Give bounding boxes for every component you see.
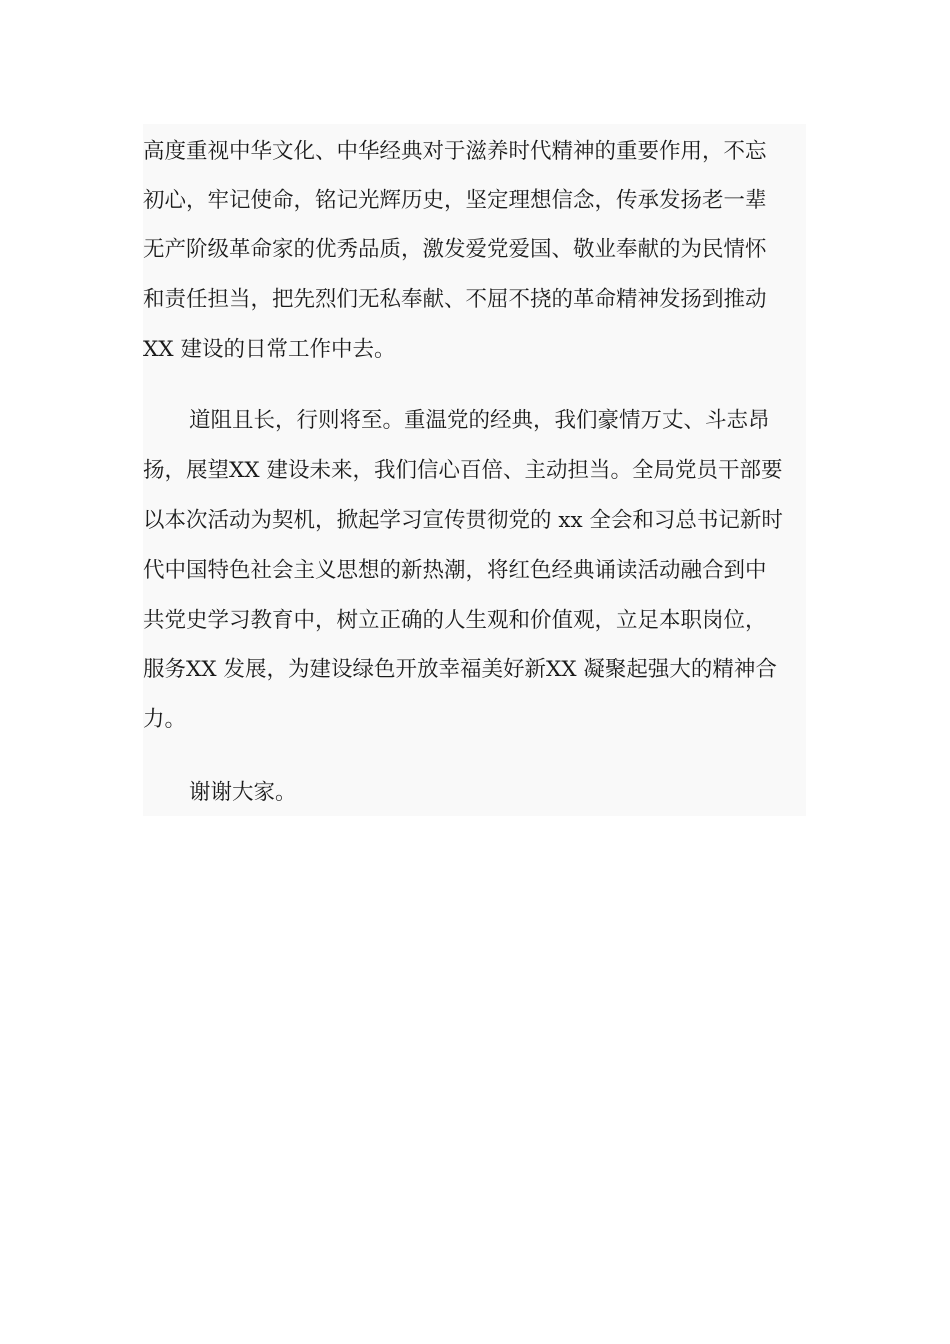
paragraph-2-line-6: 服务XX 发展，为建设绿色开放幸福美好新XX 凝聚起强大的精神合	[143, 657, 777, 682]
paragraph-3-line-1: 谢谢大家。	[189, 780, 297, 805]
paragraph-1-line-5: XX 建设的日常工作中去。	[143, 337, 396, 362]
paragraph-2-line-5: 共党史学习教育中，树立正确的人生观和价值观，立足本职岗位，	[143, 608, 767, 633]
paragraph-2-line-1: 道阻且长，行则将至。重温党的经典，我们豪情万丈、斗志昂	[189, 408, 770, 433]
paragraph-2-line-3: 以本次活动为契机，掀起学习宣传贯彻党的 xx 全会和习总书记新时	[143, 508, 783, 533]
paragraph-2-line-4: 代中国特色社会主义思想的新热潮，将红色经典诵读活动融合到中	[143, 558, 767, 583]
paragraph-1-line-4: 和责任担当，把先烈们无私奉献、不屈不挠的革命精神发扬到推动	[143, 287, 767, 312]
body-text-block	[143, 124, 806, 816]
paragraph-1-line-1: 高度重视中华文化、中华经典对于滋养时代精神的重要作用，不忘	[143, 139, 767, 164]
paragraph-2-line-2: 扬，展望XX 建设未来，我们信心百倍、主动担当。全局党员干部要	[143, 458, 783, 483]
paragraph-1-line-3: 无产阶级革命家的优秀品质，激发爱党爱国、敬业奉献的为民情怀	[143, 237, 767, 262]
paragraph-2-line-7: 力。	[143, 707, 187, 732]
paragraph-1-line-2: 初心，牢记使命，铭记光辉历史，坚定理想信念，传承发扬老一辈	[143, 188, 767, 213]
